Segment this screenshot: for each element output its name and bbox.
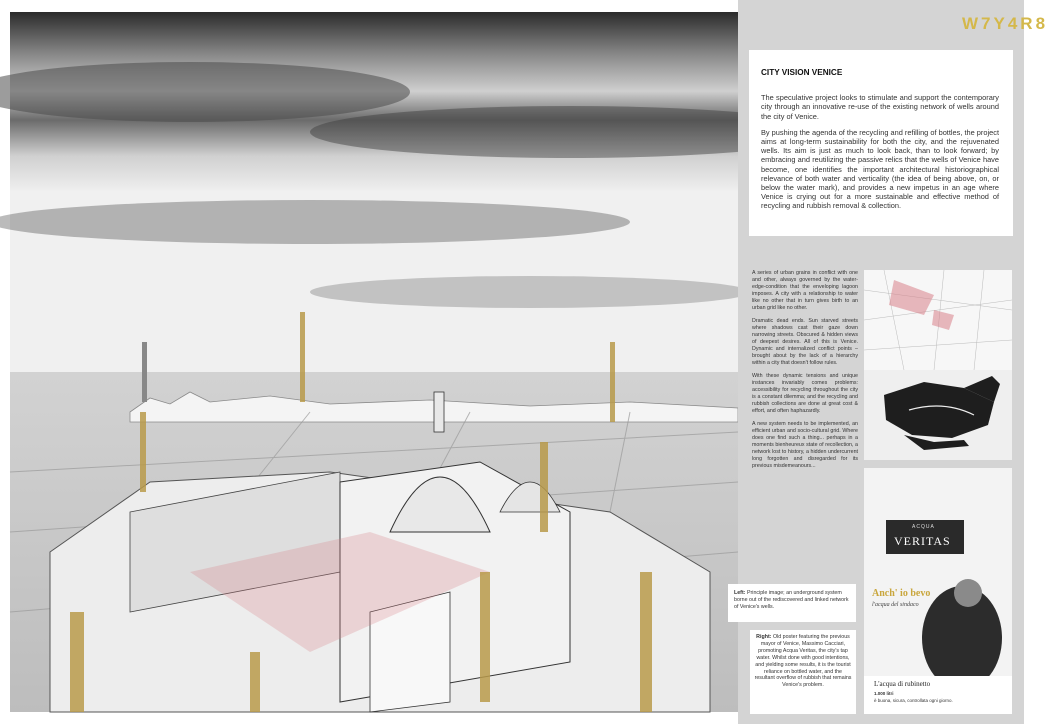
intro-paragraph: By pushing the agenda of the recycling and refilling of bottles, the project aims at long-term sustainability for both the city, and the rejuvenated wells. Its aim is just as much to look back, than to look forward; by embracing and reutilizing the passive relics that the wells of Venice have become, one identifies the important architectural historiographical relevance of both water and verticality (the idea of being above, on, or below the water mark), and provides a new impetus in an age where Venice is crying out for a more sustainable and effective method of recycling and rubbish removal & collection. [761, 127, 999, 211]
cloud [310, 276, 750, 308]
caption-right-text: Old poster featuring the previous mayor of Venice, Massimo Cacciari, promoting Acqua Veritas, the city's tap water. Whilst done with good intentions, and yielding some results, it is the tourist reliance on bottled water, and the resultant overflow of rubbish that remains Venice's problem. [754, 634, 852, 689]
side-paragraph: Dramatic dead ends. Sun starved streets where shadows cast their gaze down narrowing streets. Obscured & hidden views of deepest desires. All of this is Venice. Dynamic and internalized conflict points – brought about by the lack of a hierarchy within a city that doesn't follow rules. [752, 318, 858, 366]
side-paragraph: A new system needs to be implemented, an efficient urban and socio-cultural grid. Where does one find such a thing... perhaps in a moments bienheureux state of recollection, a network lost to history, a hidden undercurrent long forgotten and disregarded for its previous misdemeanours... [752, 421, 858, 469]
intro-paragraph: The speculative project looks to stimulate and support the contemporary city through an innovative re-use of the existing network of wells around the city of Venice. [761, 93, 999, 121]
acqua-veritas-poster [864, 468, 1012, 714]
poster-headline: Anch' io bevo [872, 588, 931, 599]
poster-logo: VERITAS [894, 534, 951, 548]
caption-left-text: Principle image; an underground system borne out of the rediscovered and linked network of Venice's wells. [734, 590, 849, 610]
project-code: W7Y4R8 [962, 14, 1048, 33]
cloud [0, 200, 630, 244]
venice-map-diagrams [864, 270, 1012, 460]
side-description [752, 270, 858, 476]
caption-right [750, 630, 856, 714]
intro-text-box [749, 50, 1013, 236]
poster-footer-line1: 1.000 litri [874, 691, 894, 696]
caption-left [728, 584, 856, 622]
giudecca-island [904, 435, 969, 450]
project-title: CITY VISION VENICE [761, 68, 843, 77]
side-paragraph: With these dynamic tensions and unique instances invariably comes problems: accessibility for recycling throughout the city is a constant dilemma; and the recycling and rubbish collections are done at great cost & effort, and often haphazardly. [752, 373, 858, 414]
poster-footer-line2: è buona, sicura, controllata ogni giorno. [874, 698, 953, 703]
poster-subheadline: l'acqua del sindaco [872, 602, 919, 608]
venice-maps [864, 270, 1012, 460]
venice-render-illustration [10, 12, 738, 712]
distant-campanile [142, 342, 147, 402]
mayor-head [954, 579, 982, 607]
side-paragraph: A series of urban grains in conflict with one and other, always governed by the water-edge-condition that the enveloping lagoon imposes. A city with a relationship to water like no other that in turn gives birth to an urban grid like no other. [752, 270, 858, 311]
caption-left-label: Left: [734, 590, 746, 596]
main-render-image [10, 12, 738, 712]
poster-footer-title: L'acqua di rubinetto [874, 680, 931, 688]
dome-lantern [434, 392, 444, 432]
poster-logo-small: ACQUA [912, 524, 935, 530]
caption-right-label: Right: [756, 634, 772, 640]
